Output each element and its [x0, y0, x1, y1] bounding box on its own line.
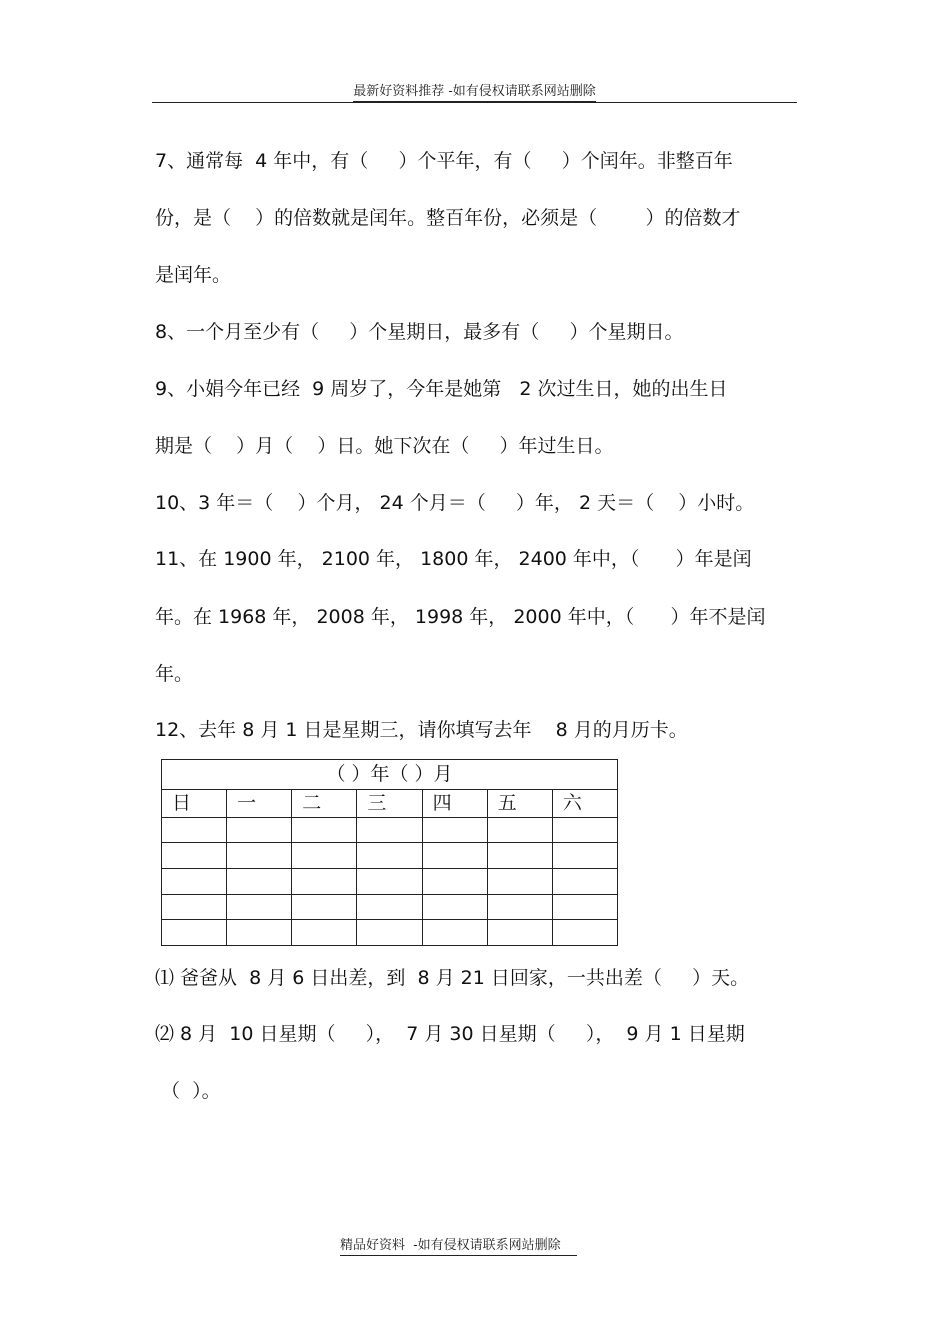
calendar-title: （ ）年（ ）月	[162, 760, 618, 790]
weekday-mon: 一	[227, 789, 292, 817]
calendar-day-cell[interactable]	[487, 920, 552, 946]
calendar-day-cell[interactable]	[292, 843, 357, 869]
question-7-line-2: 份，是（ ）的倍数就是闰年。整百年份，必须是（ ）的倍数才	[155, 207, 741, 229]
calendar-day-cell[interactable]	[357, 920, 422, 946]
calendar-day-cell[interactable]	[357, 817, 422, 843]
subquestion-1: ⑴ 爸爸从 8 月 6 日出差，到 8 月 21 日回家，一共出差（ ）天。	[155, 967, 750, 989]
calendar-day-cell[interactable]	[162, 843, 227, 869]
question-11-line-2: 年。在 1968 年， 2008 年， 1998 年， 2000 年中，（ ）年不是闰	[155, 606, 766, 628]
weekday-sun: 日	[162, 789, 227, 817]
calendar-day-cell[interactable]	[162, 894, 227, 920]
weekday-row	[162, 789, 618, 817]
calendar-day-cell[interactable]	[422, 817, 487, 843]
question-7-line-1: 7、通常每 4 年中，有（ ）个平年，有（ ）个闰年。非整百年	[155, 150, 733, 172]
calendar-day-cell[interactable]	[227, 817, 292, 843]
calendar-blank-rows	[162, 817, 618, 945]
calendar-day-cell[interactable]	[487, 843, 552, 869]
weekday-sat: 六	[552, 789, 617, 817]
weekday-thu: 四	[422, 789, 487, 817]
calendar-day-cell[interactable]	[422, 868, 487, 894]
weekday-tue: 二	[292, 789, 357, 817]
calendar-day-cell[interactable]	[422, 920, 487, 946]
calendar-card	[161, 759, 618, 946]
calendar-day-cell[interactable]	[227, 894, 292, 920]
calendar-day-cell[interactable]	[292, 920, 357, 946]
calendar-day-cell[interactable]	[227, 920, 292, 946]
calendar-day-cell[interactable]	[487, 868, 552, 894]
calendar-day-cell[interactable]	[552, 894, 617, 920]
question-10: 10、3 年＝（ ）个月， 24 个月＝（ ）年， 2 天＝（ ）小时。	[155, 492, 755, 514]
calendar-day-cell[interactable]	[357, 843, 422, 869]
question-7-line-3: 是闰年。	[155, 264, 232, 286]
question-11-line-3: 年。	[155, 663, 194, 685]
calendar-day-cell[interactable]	[162, 920, 227, 946]
calendar-week-row	[162, 920, 618, 946]
page-footer: 精品好资料 -如有侵权请联系网站删除	[340, 1237, 577, 1256]
calendar-day-cell[interactable]	[357, 894, 422, 920]
calendar-day-cell[interactable]	[162, 868, 227, 894]
subquestion-2-line-2: （ ）。	[155, 1080, 221, 1102]
calendar-day-cell[interactable]	[487, 894, 552, 920]
calendar-day-cell[interactable]	[552, 843, 617, 869]
calendar-day-cell[interactable]	[552, 920, 617, 946]
calendar-day-cell[interactable]	[552, 817, 617, 843]
calendar-day-cell[interactable]	[422, 843, 487, 869]
header-text: 最新好资料推荐 -如有侵权请联系网站删除	[353, 83, 596, 102]
calendar-day-cell[interactable]	[227, 868, 292, 894]
question-12: 12、去年 8 月 1 日是星期三，请你填写去年 8 月的月历卡。	[155, 719, 688, 741]
subquestion-2-line-1: ⑵ 8 月 10 日星期（ ）， 7 月 30 日星期（ ）， 9 月 1 日星期	[155, 1023, 745, 1045]
calendar-day-cell[interactable]	[487, 817, 552, 843]
calendar-day-cell[interactable]	[357, 868, 422, 894]
weekday-wed: 三	[357, 789, 422, 817]
calendar-week-row	[162, 868, 618, 894]
calendar-week-row	[162, 894, 618, 920]
question-11-line-1: 11、在 1900 年， 2100 年， 1800 年， 2400 年中，（ ）年是闰	[155, 548, 752, 570]
calendar-day-cell[interactable]	[292, 868, 357, 894]
calendar-day-cell[interactable]	[227, 843, 292, 869]
calendar-week-row	[162, 817, 618, 843]
question-8: 8、一个月至少有（ ）个星期日，最多有（ ）个星期日。	[155, 321, 684, 343]
calendar-day-cell[interactable]	[552, 868, 617, 894]
question-9-line-1: 9、小娟今年已经 9 周岁了，今年是她第 2 次过生日，她的出生日	[155, 378, 728, 400]
page-header	[152, 80, 797, 103]
calendar-day-cell[interactable]	[162, 817, 227, 843]
calendar-day-cell[interactable]	[292, 817, 357, 843]
question-9-line-2: 期是（ ）月（ ）日。她下次在（ ）年过生日。	[155, 435, 614, 457]
calendar-week-row	[162, 843, 618, 869]
calendar-day-cell[interactable]	[422, 894, 487, 920]
weekday-fri: 五	[487, 789, 552, 817]
calendar-day-cell[interactable]	[292, 894, 357, 920]
